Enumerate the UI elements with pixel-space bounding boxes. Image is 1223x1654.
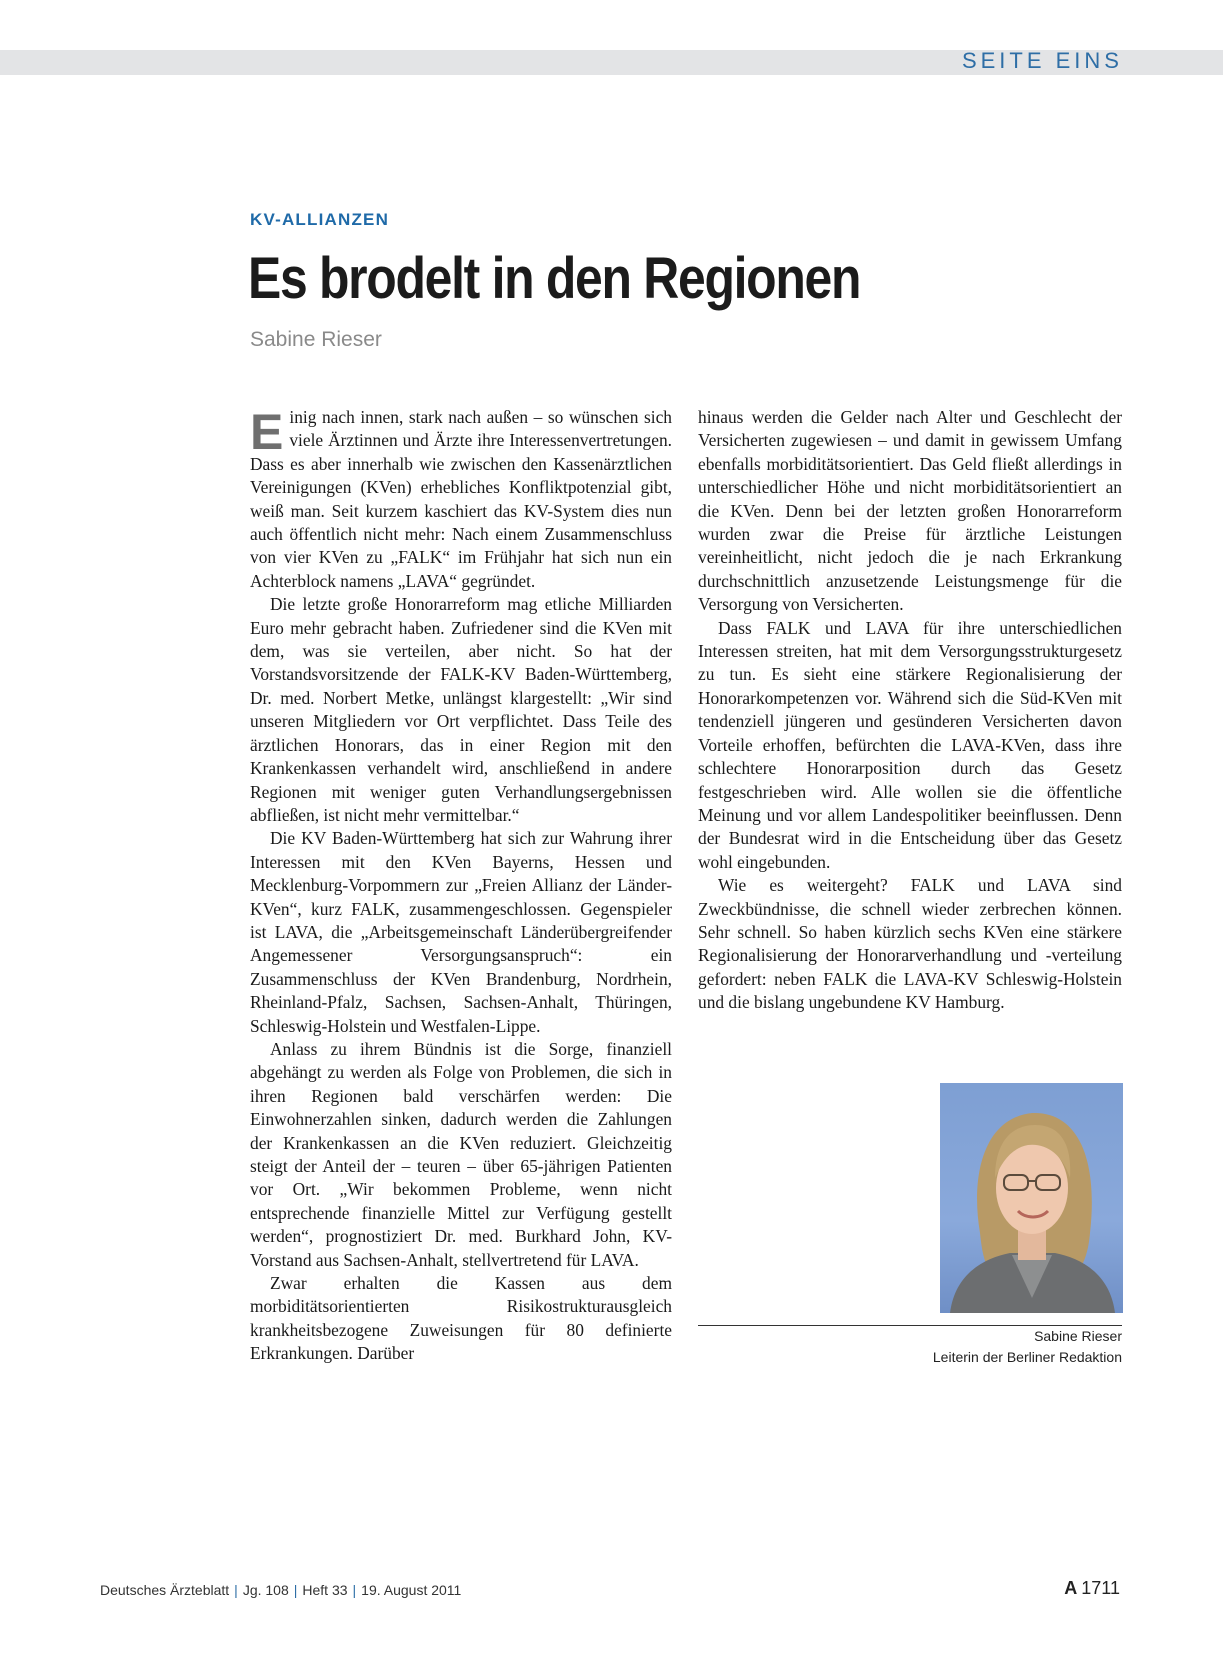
footer-journal: Deutsches Ärzteblatt <box>100 1582 230 1598</box>
section-label: SEITE EINS <box>961 48 1123 73</box>
footer-separator: | <box>234 1582 238 1598</box>
footer-separator: | <box>352 1582 357 1598</box>
page-number <box>1064 1578 1120 1599</box>
article-column-right <box>698 406 1122 1015</box>
paragraph: Die letzte große Honorarreform mag etliche Milliarden Euro mehr gebracht haben. Zufriedener sind die KVen mit dem, was sie verteilen, aber nicht. So hat der Vorstandsvorsitzende der FALK-KV Baden-Württemberg, Dr. med. Norbert Metke, unlängst klargestellt: „Wir sind unseren Mitgliedern vor Ort verpflichtet. Dass Teile des ärztlichen Honorars, das in einer Region mit den Krankenkassen verhandelt wird, anschließend in andere Regionen mit weniger guten Verhandlungsergebnissen abfließen, ist nicht mehr vermittelbar.“ <box>250 594 672 825</box>
article-column-left <box>250 406 672 1366</box>
paragraph: Einig nach innen, stark nach außen – so wünschen sich viele Ärztinnen und Ärzte ihre Interessenvertretungen. Dass es aber innerhalb wie zwischen den Kassenärztlichen Vereinigungen (KVen) erhebliches Konfliktpotenzial gibt, weiß man. Seit kurzem kaschiert das KV-System dies nun auch öffentlich nicht mehr: Nach einem Zusammenschluss von vier KVen zu „FALK“ im Frühjahr hat sich nun ein Achterblock namens „LAVA“ gegründet. <box>250 404 672 591</box>
paragraph: hinaus werden die Gelder nach Alter und Geschlecht der Versicherten zugewiesen – und damit in gewissem Umfang ebenfalls morbiditätsorientiert. Das Geld fließt allerdings in unterschiedlicher Höhe und nicht morbiditätsorientiert an die KVen. Denn bei der letzten großen Honorarreform wurden zwar die Preise für ärztliche Leistungen vereinheitlicht, nicht jedoch die je nach Erkrankung durchschnittlich anzusetzende Leistungsmenge für die Versorgung von Versicherten. <box>698 407 1122 615</box>
page-number-value: 1711 <box>1081 1578 1120 1598</box>
article-kicker: KV-ALLIANZEN <box>250 210 390 229</box>
drop-cap: E <box>250 404 284 460</box>
footer-citation <box>100 1582 461 1598</box>
author-photo <box>940 1083 1123 1313</box>
paragraph: Anlass zu ihrem Bündnis ist die Sorge, finanziell abgehängt zu werden als Folge von Problemen, die sich in ihren Regionen bald verschärfen werden: Die Einwohnerzahlen sinken, dadurch werden die Zahlungen der Krankenkassen an die KVen reduziert. Gleichzeitig steigt der Anteil der – teuren – über 65-jährigen Patienten vor Ort. „Wir bekommen Probleme, wenn nicht entsprechende finanzielle Mittel zur Verfügung gestellt werden“, prognostiziert Dr. med. Burkhard John, KV-Vorstand aus Sachsen-Anhalt, stellvertretend für LAVA. <box>250 1038 672 1270</box>
page-prefix: A <box>1064 1578 1078 1598</box>
paragraph: Zwar erhalten die Kassen aus dem morbiditätsorientierten Risikostrukturausgleich krankheitsbezogene Zuweisungen für 80 definierte Erkrankungen. Darüber <box>250 1273 672 1364</box>
paragraph: Die KV Baden-Württemberg hat sich zur Wahrung ihrer Interessen mit den KVen Bayerns, Hessen und Mecklenburg-Vorpommern zur „Freien Allianz der Länder-KVen“, kurz FALK, zusammengeschlossen. Gegenspieler ist LAVA, die „Arbeitsgemeinschaft Länderübergreifender Angemessener Versorgungsanspruch“: ein Zusammenschluss der KVen Brandenburg, Nordrhein, Rheinland-Pfalz, Sachsen, Sachsen-Anhalt, Thüringen, Schleswig-Holstein und Westfalen-Lippe. <box>250 828 672 1036</box>
article-title: Es brodelt in den Regionen <box>248 246 861 311</box>
caption-name: Sabine Rieser <box>1034 1328 1122 1344</box>
photo-caption <box>933 1326 1122 1368</box>
footer-separator: | <box>293 1582 298 1598</box>
footer-issue: Heft 33 <box>302 1582 348 1598</box>
paragraph: Wie es weitergeht? FALK und LAVA sind Zweckbündnisse, die schnell wieder zerbrechen können. Sehr schnell. So haben kürzlich sechs KVen eine stärkere Regionalisierung der Honorarverhandlung und -verteilung gefordert: neben FALK die LAVA-KV Schleswig-Holstein und die bislang ungebundene KV Hamburg. <box>698 875 1122 1013</box>
paragraph: Dass FALK und LAVA für ihre unterschiedlichen Interessen streiten, hat mit dem Versorgungsstrukturgesetz zu tun. Es sieht eine stärkere Regionalisierung der Honorarkompetenzen vor. Während sich die Süd-KVen mit tendenziell jüngeren und gesünderen Versicherten davon Vorteile erhoffen, befürchten die LAVA-KVen, dass ihre schlechtere Honorarposition durch das Gesetz festgeschrieben wird. Alle wollen sie die öffentliche Meinung und vor allem Landespolitiker beeinflussen. Denn der Bundesrat wird in die Entscheidung über das Gesetz wohl eingebunden. <box>698 617 1122 872</box>
caption-role: Leiterin der Berliner Redaktion <box>932 1349 1122 1365</box>
footer-volume: Jg. 108 <box>242 1582 289 1598</box>
footer-date: 19. August 2011 <box>361 1582 462 1598</box>
article-author: Sabine Rieser <box>250 328 382 351</box>
